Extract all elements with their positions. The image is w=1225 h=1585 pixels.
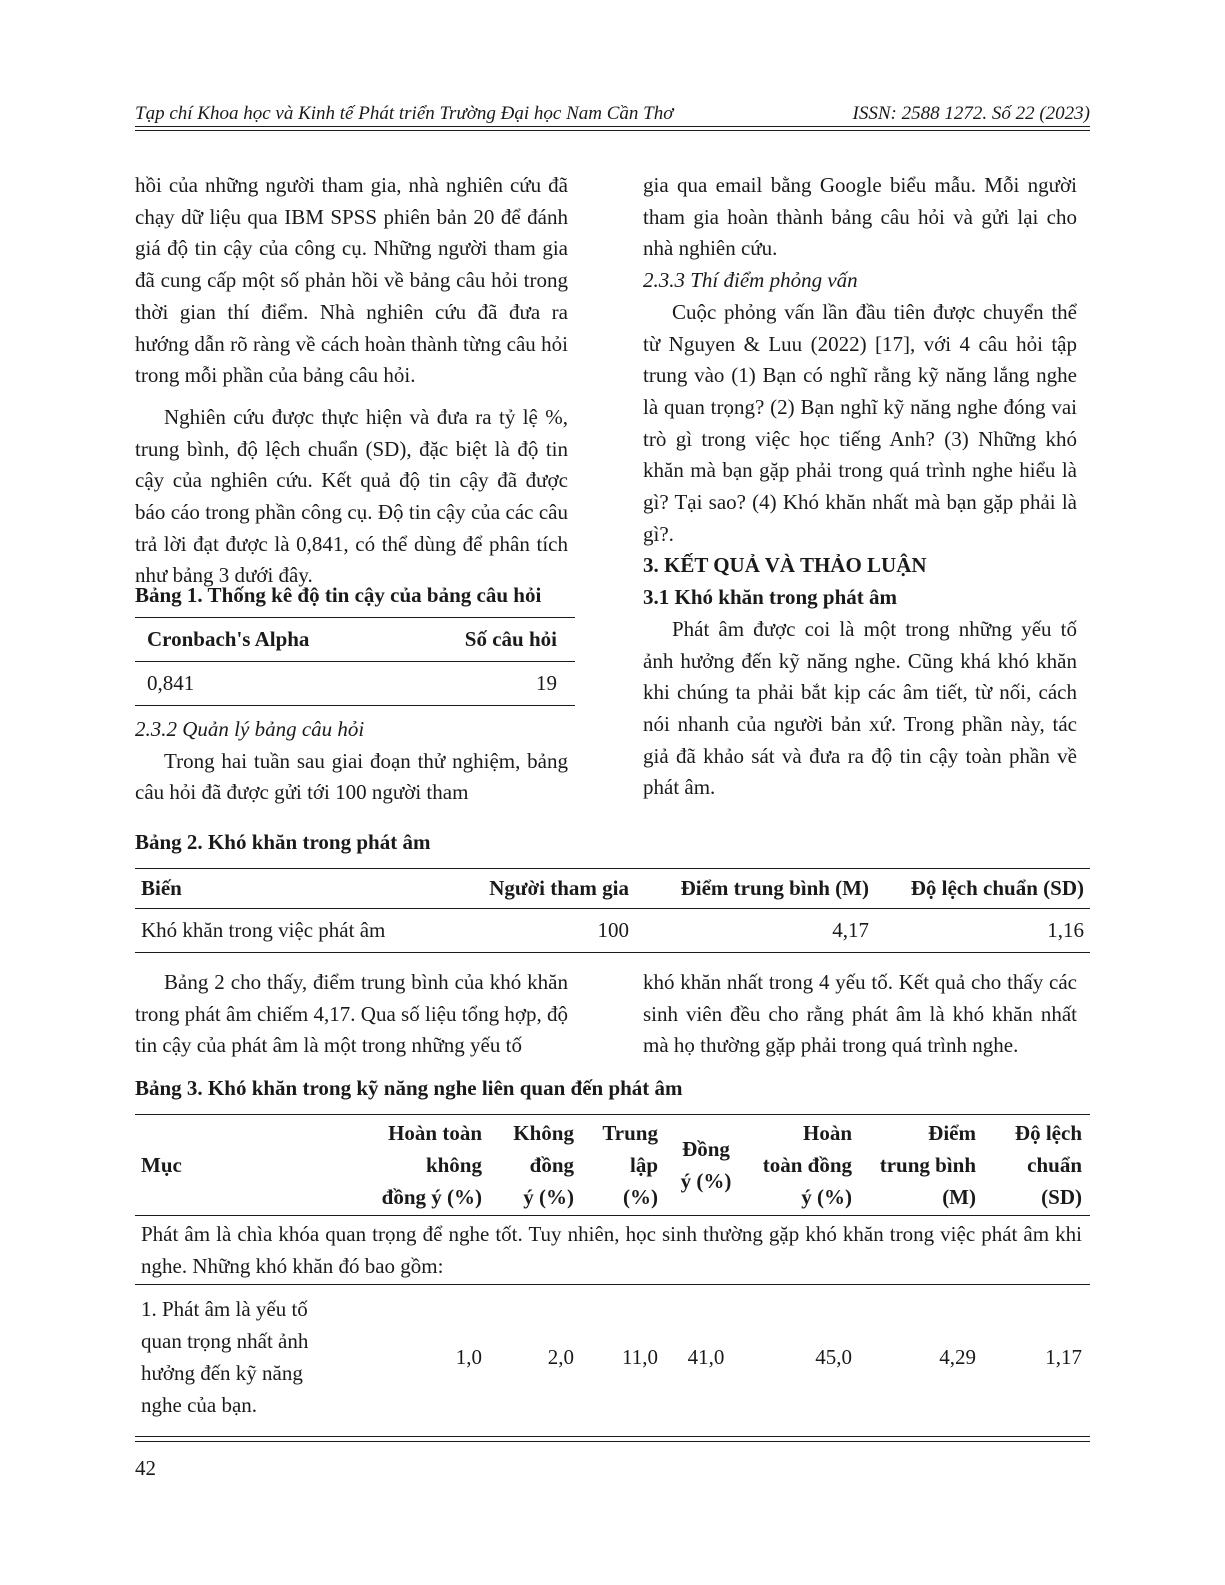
- subheading: 2.3.2 Quản lý bảng câu hỏi: [135, 717, 365, 741]
- subsection-heading: 3.1 Khó khăn trong phát âm: [643, 585, 898, 610]
- table-cell: 45,0: [815, 1345, 852, 1369]
- table-note-row: [135, 1216, 1090, 1285]
- header-rule: [135, 126, 1090, 127]
- table-header: [860, 1115, 984, 1216]
- table-cell: 41,0: [687, 1345, 725, 1369]
- table-header: [490, 1115, 582, 1216]
- header-text: Đồng: [682, 1137, 730, 1161]
- table1: [135, 617, 575, 706]
- paragraph: Cuộc phỏng vấn lần đầu tiên được chuyển thể từ Nguyen & Luu (2022) [17], với 4 câu hỏi tập trung vào (1) Bạn có nghĩ rằng kỹ năng lắng nghe là quan trọng? (2) Bạn nghĩ kỹ năng nghe đóng vai trò gì trong việc học tiếng Anh? (3) Những khó khăn mà bạn gặp phải trong quá trình nghe hiểu là gì? Tại sao? (4) Khó khăn nhất mà bạn gặp phải là gì?.: [643, 299, 1077, 546]
- table-header: Biến: [135, 869, 445, 909]
- footer-rule: [135, 1436, 1090, 1437]
- table-header: [370, 1115, 490, 1216]
- header-text: Trung: [602, 1121, 658, 1145]
- header-text: đồng: [529, 1153, 574, 1177]
- table2-caption: Bảng 2. Khó khăn trong phát âm: [135, 830, 431, 854]
- table-header: [984, 1115, 1090, 1216]
- header-text: Hoàn toàn: [388, 1121, 482, 1145]
- table-cell: 1,0: [455, 1345, 482, 1369]
- paragraph: gia qua email bằng Google biểu mẫu. Mỗi người tham gia hoàn thành bảng câu hỏi và gửi lại cho nhà nghiên cứu.: [643, 173, 1077, 261]
- header-text: (%): [623, 1185, 658, 1209]
- header-text: Độ lệch: [1014, 1121, 1082, 1145]
- header-text: không: [425, 1153, 482, 1177]
- table-header: Số câu hỏi: [401, 618, 575, 662]
- table-header: [135, 1115, 370, 1216]
- header-text: ý (%): [801, 1185, 852, 1209]
- header-text: ý (%): [523, 1185, 574, 1209]
- footer-rule: [135, 1441, 1090, 1442]
- table-row: [135, 909, 1090, 953]
- table-cell: 4,17: [635, 909, 875, 953]
- table-cell: 100: [445, 909, 635, 953]
- table-header: Người tham gia: [445, 869, 635, 909]
- header-text: chuẩn: [1027, 1153, 1082, 1177]
- table1-caption: Bảng 1. Thống kê độ tin cậy của bảng câu hỏi: [135, 583, 542, 607]
- left-column: [135, 170, 568, 592]
- header-text: trung bình: [879, 1153, 976, 1177]
- header-text: Hoàn: [802, 1121, 852, 1145]
- header-text: toàn đồng: [762, 1153, 852, 1177]
- journal-title: Tạp chí Khoa học và Kinh tế Phát triển Trường Đại học Nam Cần Thơ: [135, 103, 674, 124]
- table-cell: 2,0: [547, 1345, 574, 1369]
- table-header: [748, 1115, 860, 1216]
- left-column-mid: [135, 967, 568, 1062]
- table-cell: Khó khăn trong việc phát âm: [135, 909, 445, 953]
- subheading: 2.3.3 Thí điểm phỏng vấn: [643, 268, 858, 293]
- header-text: (M): [942, 1185, 976, 1209]
- header-text: ý (%): [680, 1169, 732, 1193]
- table-cell: 0,841: [135, 662, 401, 706]
- paragraph: Nghiên cứu được thực hiện và đưa ra tỷ lệ %, trung bình, độ lệch chuẩn (SD), đặc biệt là độ tin cậy của nghiên cứu. Kết quả độ tin cậy đã được báo cáo trong phần công cụ. Độ tin cậy của các câu trả lời đạt được là 0,841, có thể dùng để phân tích như bảng 3 dưới đây.: [135, 404, 568, 588]
- table-row: [135, 1285, 1090, 1432]
- header-rule: [135, 130, 1090, 131]
- paragraph: Trong hai tuần sau giai đoạn thử nghiệm, bảng câu hỏi đã được gửi tới 100 người tham: [135, 748, 568, 805]
- table3-caption: Bảng 3. Khó khăn trong kỹ năng nghe liên quan đến phát âm: [135, 1076, 683, 1100]
- table-header: Cronbach's Alpha: [135, 618, 401, 662]
- table-cell: 1,17: [1045, 1345, 1082, 1369]
- table-header: Điểm trung bình (M): [635, 869, 875, 909]
- page-number: 42: [135, 1456, 156, 1480]
- paragraph: Bảng 2 cho thấy, điểm trung bình của khó khăn trong phát âm chiếm 4,17. Qua số liệu tổng hợp, độ tin cậy của phát âm là một trong những yếu tố: [135, 970, 568, 1058]
- paragraph: khó khăn nhất trong 4 yếu tố. Kết quả cho thấy các sinh viên đều cho rằng phát âm là khó khăn nhất mà họ thường gặp phải trong quá trình nghe.: [643, 970, 1077, 1058]
- table-cell: 1,16: [875, 909, 1090, 953]
- table-header-row: [135, 869, 1090, 909]
- header-text: Không: [513, 1121, 574, 1145]
- table-cell: 4,29: [939, 1345, 976, 1369]
- header-text: Mục: [141, 1153, 182, 1177]
- left-column-lower: [135, 714, 568, 809]
- table-cell: 1. Phát âm là yếu tố quan trọng nhất ảnh hưởng đến kỹ năng nghe của bạn.: [141, 1297, 309, 1417]
- table-header: [666, 1115, 748, 1216]
- table-note: Phát âm là chìa khóa quan trọng để nghe tốt. Tuy nhiên, học sinh thường gặp khó khăn trong việc phát âm khi nghe. Những khó khăn đó bao gồm:: [135, 1216, 1090, 1285]
- table-header-row: [135, 1115, 1090, 1216]
- issn-label: ISSN: 2588 1272. Số 22 (2023): [852, 103, 1090, 124]
- table-header-row: [135, 618, 575, 662]
- table-cell: 19: [401, 662, 575, 706]
- header-text: lập: [629, 1153, 658, 1177]
- table3: [135, 1114, 1090, 1431]
- table2: [135, 868, 1090, 953]
- header-text: (SD): [1041, 1185, 1082, 1209]
- paragraph: hồi của những người tham gia, nhà nghiên cứu đã chạy dữ liệu qua IBM SPSS phiên bản 20 để đánh giá độ tin cậy của công cụ. Những người tham gia đã cung cấp một số phản hồi về bảng câu hỏi trong thời gian thí điểm. Nhà nghiên cứu đã đưa ra hướng dẫn rõ ràng về cách hoàn thành từng câu hỏi trong mỗi phần của bảng câu hỏi.: [135, 173, 568, 388]
- right-column: [643, 170, 1077, 804]
- paragraph: Phát âm được coi là một trong những yếu tố ảnh hưởng đến kỹ năng nghe. Cũng khá khó khăn khi chúng ta phải bắt kịp các âm tiết, từ nối, cách nói nhanh của người bản xứ. Trong phần này, tác giả đã khảo sát và đưa ra độ tin cậy toàn phần về phát âm.: [643, 616, 1077, 800]
- table-header: [582, 1115, 666, 1216]
- table-cell: 11,0: [622, 1345, 658, 1369]
- header-text: đồng ý (%): [381, 1185, 482, 1209]
- right-column-mid: [643, 967, 1077, 1062]
- header-text: Điểm: [928, 1121, 976, 1145]
- table-header: Độ lệch chuẩn (SD): [875, 869, 1090, 909]
- section-heading: 3. KẾT QUẢ VÀ THẢO LUẬN: [643, 553, 927, 578]
- table-row: [135, 662, 575, 706]
